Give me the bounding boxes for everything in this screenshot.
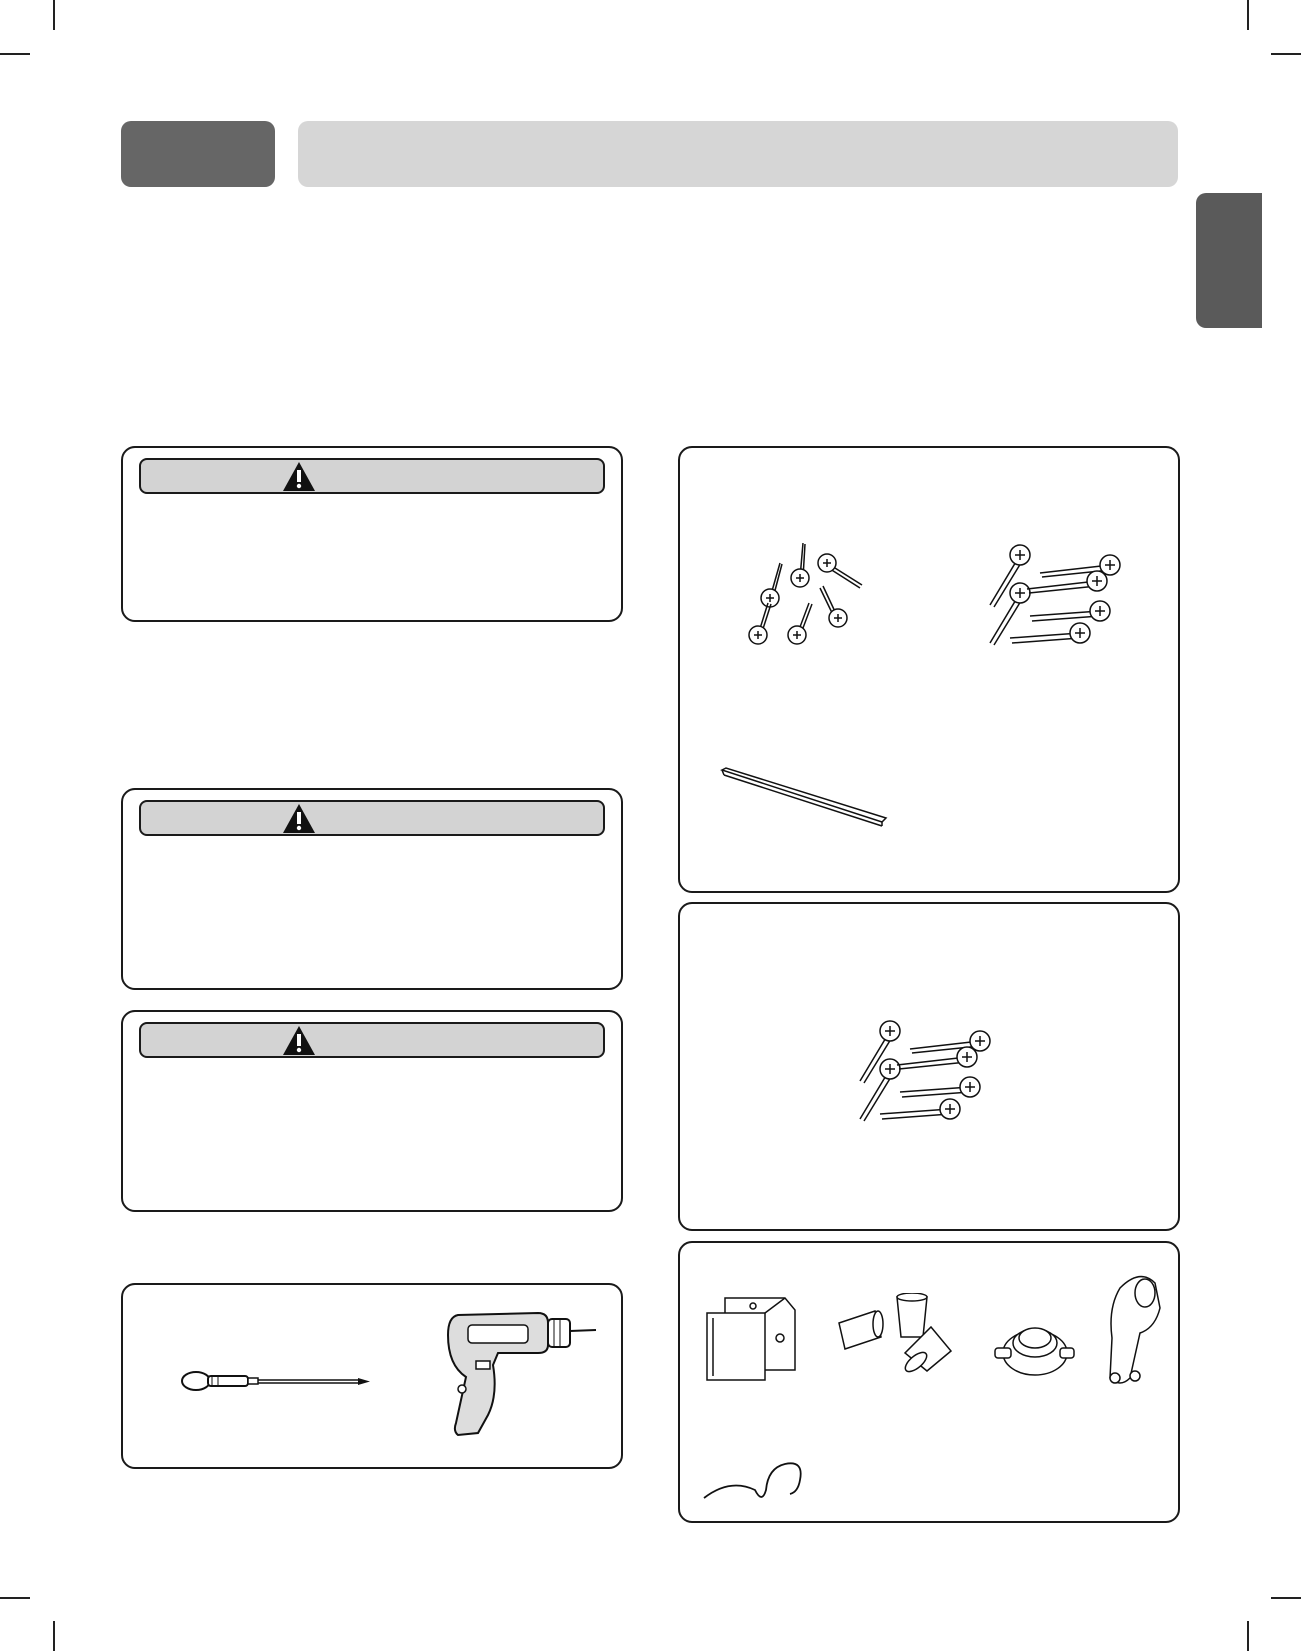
warning-header [139,800,605,836]
crop-mark [1271,1597,1301,1599]
warning-box [121,446,623,622]
crop-mark [1271,53,1301,55]
parts-box [678,902,1180,1231]
warning-triangle-icon [281,460,317,493]
warning-triangle-icon [281,1024,317,1057]
warning-header [139,458,605,494]
power-drill-icon [438,1305,598,1445]
screwdriver-icon [178,1361,378,1401]
section-title-bar [298,121,1178,187]
crop-mark [0,53,30,55]
warning-box [121,788,623,990]
screw-set-icon [975,543,1125,653]
parts-box [678,1241,1180,1523]
wire-nut-icon [835,1293,955,1373]
screw-set-icon [845,1019,995,1129]
ground-wire-icon [700,1458,810,1508]
section-number-badge [121,121,275,187]
conduit-connector-icon [990,1268,1170,1393]
junction-box-icon [705,1288,800,1383]
parts-box [678,446,1180,893]
crop-mark [1247,0,1249,30]
warning-triangle-icon [281,802,317,835]
crop-mark [53,1621,55,1651]
crop-mark [53,0,55,30]
warning-header [139,1022,605,1058]
screw-set-icon [735,543,875,663]
side-language-tab [1196,193,1262,328]
warning-box [121,1010,623,1212]
crop-mark [0,1597,30,1599]
mounting-rail-icon [720,766,890,836]
crop-mark [1247,1621,1249,1651]
tools-box [121,1283,623,1469]
